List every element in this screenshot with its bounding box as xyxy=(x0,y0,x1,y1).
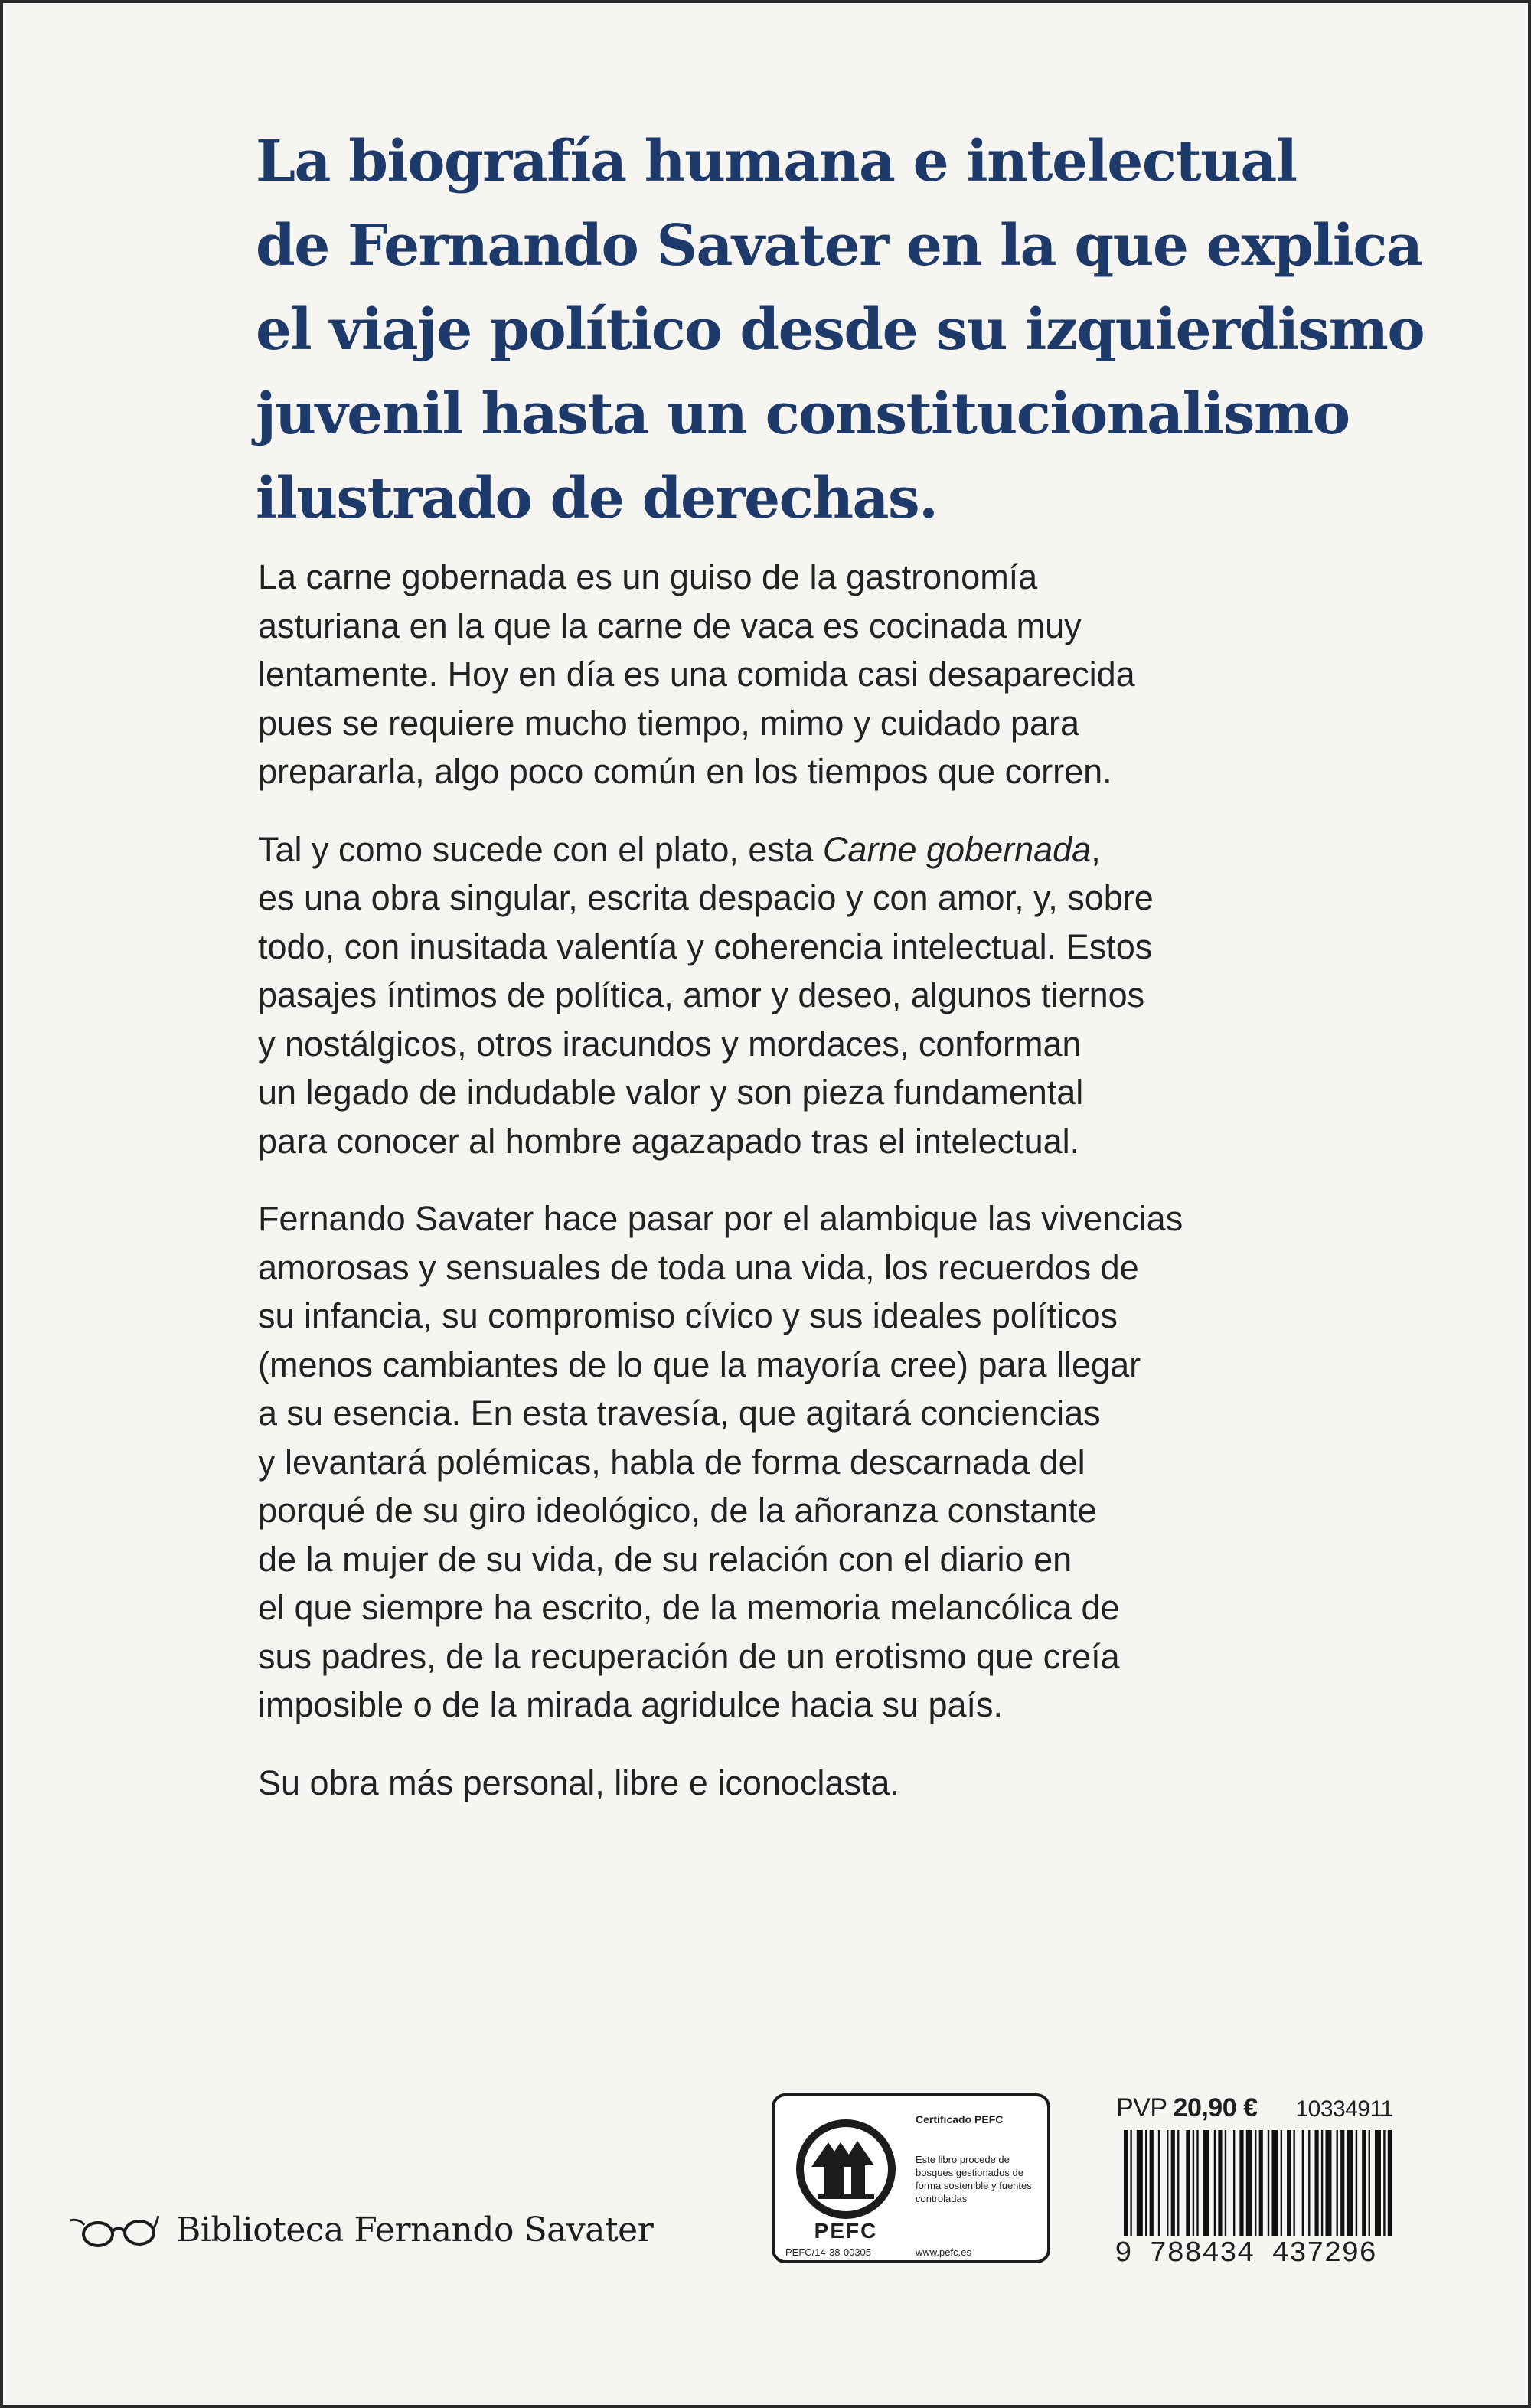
text-line: porqué de su giro ideológico, de la añoranza constante xyxy=(258,1491,1097,1530)
glasses-icon xyxy=(67,2207,159,2253)
text-line: para conocer al hombre agazapado tras el intelectual. xyxy=(258,1121,1080,1161)
text-line: es una obra singular, escrita despacio y con amor, y, sobre xyxy=(258,878,1154,917)
pefc-wordmark: PEFC xyxy=(814,2219,878,2243)
imprint-label: Biblioteca Fernando Savater xyxy=(176,2210,654,2250)
isbn-barcode-block xyxy=(1115,2093,1398,2269)
barcode-bar xyxy=(1233,2130,1235,2236)
barcode-bar xyxy=(1203,2130,1209,2236)
headline-line: ilustrado de derechas. xyxy=(256,466,938,531)
pefc-certification xyxy=(772,2093,1050,2263)
barcode-bar xyxy=(1326,2130,1332,2236)
synopsis-paragraph-1 xyxy=(258,553,1330,796)
synopsis xyxy=(258,553,1330,1807)
internal-reference: 10334911 xyxy=(1295,2096,1393,2122)
price-value: 20,90 € xyxy=(1173,2093,1258,2122)
collection-imprint xyxy=(67,2207,653,2253)
text-line: pues se requiere mucho tiempo, mimo y cuidado para xyxy=(258,703,1080,743)
text-line: amorosas y sensuales de toda una vida, los recuerdos de xyxy=(258,1247,1139,1287)
pefc-cert-text: Este libro procede de bosques gestionados de forma sostenible y fuentes controladas xyxy=(916,2154,1032,2204)
barcode-bar xyxy=(1130,2130,1131,2236)
synopsis-paragraph-3 xyxy=(258,1194,1330,1730)
barcode-bar xyxy=(1321,2130,1323,2236)
text-line: pasajes íntimos de política, amor y deseo, algunos tiernos xyxy=(258,975,1145,1014)
barcode-bar xyxy=(1281,2130,1282,2236)
price-row xyxy=(1116,2093,1393,2123)
text-line: y levantará polémicas, habla de forma descarnada del xyxy=(258,1442,1085,1482)
text-line: prepararla, algo poco común en los tiempos que corren. xyxy=(258,752,1112,791)
barcode-bar xyxy=(1287,2130,1291,2236)
text-line: imposible o de la mirada agridulce hacia su país. xyxy=(258,1685,1004,1724)
barcode-bar xyxy=(1218,2130,1222,2236)
barcode-bar xyxy=(1302,2130,1304,2236)
headline-line: el viaje político desde su izquierdismo xyxy=(256,297,1425,363)
barcode-bar xyxy=(1158,2130,1160,2236)
barcode-bar xyxy=(1193,2130,1194,2236)
barcode-digits: 9 788434 437296 xyxy=(1115,2237,1377,2270)
barcode-bar xyxy=(1388,2130,1392,2236)
text-line: Fernando Savater hace pasar por el alambique las vivencias xyxy=(258,1199,1183,1238)
text-line: sus padres, de la recuperación de un erotismo que creía xyxy=(258,1636,1120,1676)
book-title-italic: Carne gobernada xyxy=(822,829,1092,869)
barcode-bar xyxy=(1259,2130,1263,2236)
barcode-bar xyxy=(1268,2130,1269,2236)
barcode-bar xyxy=(1145,2130,1147,2236)
barcode-bar xyxy=(1337,2130,1338,2236)
text-segment: , xyxy=(1091,829,1101,869)
synopsis-paragraph-4 xyxy=(258,1759,1330,1808)
barcode-bar xyxy=(1186,2130,1190,2236)
text-line: asturiana en la que la carne de vaca es cocinada muy xyxy=(258,606,1082,645)
barcode-bar xyxy=(1362,2130,1366,2236)
barcode-bar xyxy=(1340,2130,1344,2236)
headline-line: juvenil hasta un constitucionalismo xyxy=(256,381,1350,447)
barcode-bar xyxy=(1356,2130,1357,2236)
barcode-bar xyxy=(1196,2130,1198,2236)
barcode-bar xyxy=(1177,2130,1179,2236)
barcode-bar xyxy=(1171,2130,1175,2236)
text-line: y nostálgicos, otros iracundos y mordaces, conforman xyxy=(258,1024,1082,1064)
text-line: a su esencia. En esta travesía, que agitará conciencias xyxy=(258,1394,1101,1433)
text-line: un legado de indudable valor y son pieza fundamental xyxy=(258,1073,1084,1112)
barcode-bar xyxy=(1375,2130,1381,2236)
headline-line: de Fernando Savater en la que explica xyxy=(256,213,1422,279)
barcode-bar xyxy=(1369,2130,1370,2236)
barcode-bar xyxy=(1246,2130,1252,2236)
text-line: (menos cambiantes de lo que la mayoría cree) para llegar xyxy=(258,1344,1141,1384)
barcode-bar xyxy=(1308,2130,1310,2236)
barcode-bar xyxy=(1271,2130,1278,2236)
text-line: de la mujer de su vida, de su relación con el diario en xyxy=(258,1539,1072,1579)
barcode-bar xyxy=(1214,2130,1216,2236)
synopsis-paragraph-2 xyxy=(258,825,1330,1166)
headline xyxy=(256,119,1425,541)
text-line: su infancia, su compromiso cívico y sus ideales políticos xyxy=(258,1296,1118,1335)
barcode-bar xyxy=(1239,2130,1243,2236)
headline-line: La biografía humana e intelectual xyxy=(256,129,1297,194)
barcode-bar xyxy=(1347,2130,1353,2236)
text-segment: Tal y como sucede con el plato, esta xyxy=(258,829,823,869)
barcode-icon xyxy=(1124,2130,1396,2236)
pefc-cert-title: Certificado PEFC xyxy=(916,2113,1004,2125)
pefc-tree-logo-icon xyxy=(788,2112,903,2227)
barcode-bar xyxy=(1225,2130,1226,2236)
barcode-bar xyxy=(1255,2130,1256,2236)
barcode-bar xyxy=(1150,2130,1154,2236)
text-line: Su obra más personal, libre e iconoclasta. xyxy=(258,1763,899,1802)
text-line: lentamente. Hoy en día es una comida casi desaparecida xyxy=(258,655,1135,694)
barcode-bar xyxy=(1124,2130,1128,2236)
text-line xyxy=(258,825,1330,874)
pefc-license-code: PEFC/14-38-00305 xyxy=(785,2246,872,2258)
text-line: todo, con inusitada valentía y coherencia intelectual. Estos xyxy=(258,926,1153,966)
text-line: el que siempre ha escrito, de la memoria melancólica de xyxy=(258,1588,1120,1627)
barcode-bar xyxy=(1137,2130,1143,2236)
text-line: La carne gobernada es un guiso de la gastronomía xyxy=(258,557,1038,596)
barcode-bar xyxy=(1314,2130,1318,2236)
barcode-bar xyxy=(1167,2130,1168,2236)
barcode-bar xyxy=(1293,2130,1294,2236)
price-label: PVP xyxy=(1116,2093,1167,2122)
barcode-bar xyxy=(1383,2130,1385,2236)
pefc-url: www.pefc.es xyxy=(916,2246,971,2258)
